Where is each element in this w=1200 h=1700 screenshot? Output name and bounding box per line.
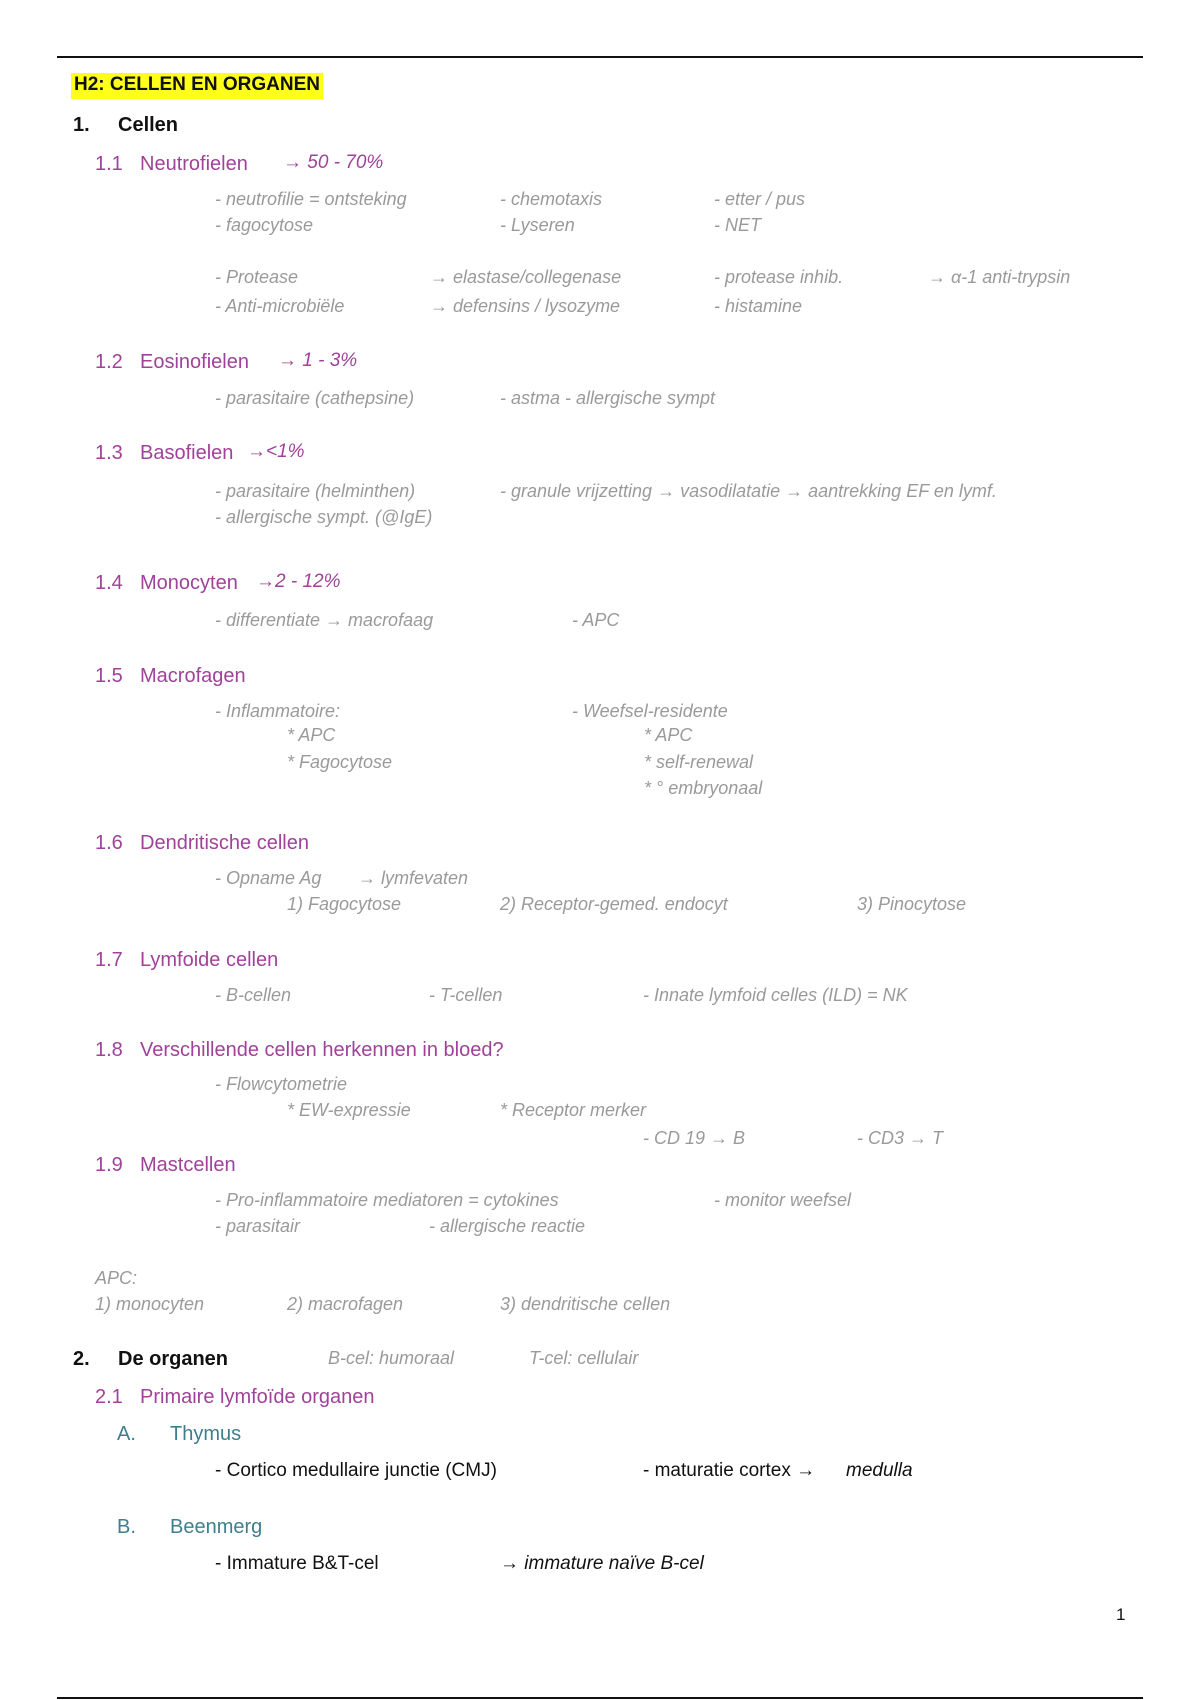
apc-item: 3) dendritische cellen xyxy=(500,1294,671,1314)
page-number: 1 xyxy=(1116,1605,1126,1624)
note-text: * Receptor merker xyxy=(500,1100,647,1120)
bottom-rule xyxy=(57,1697,1143,1699)
note-text: → lymfevaten xyxy=(358,868,469,888)
document-title: H2: CELLEN EN ORGANEN xyxy=(71,73,323,99)
subsection-1-3-title: Basofielen xyxy=(140,442,234,464)
note-text: - CD3 → T xyxy=(857,1128,944,1148)
note-text: - granule vrijzetting → vasodilatatie → aantrekking EF en lymf. xyxy=(500,481,997,501)
subsection-1-2-percentage: → 1 - 3% xyxy=(278,350,358,371)
subsection-1-2-number: 1.2 xyxy=(95,351,123,373)
subsection-1-7-title: Lymfoide cellen xyxy=(140,949,279,971)
note-text: - monitor weefsel xyxy=(714,1190,852,1210)
subsection-2-1-title: Primaire lymfoïde organen xyxy=(140,1386,375,1408)
note-text: * EW-expressie xyxy=(287,1100,411,1120)
note-text: * self-renewal xyxy=(644,752,754,772)
subsection-1-5-number: 1.5 xyxy=(95,665,123,687)
subsection-1-3-percentage: →<1% xyxy=(247,441,305,462)
note-text: - T-cellen xyxy=(429,985,503,1005)
subsection-1-2-title: Eosinofielen xyxy=(140,351,249,373)
item-a-letter: A. xyxy=(117,1423,136,1445)
body-text: - Cortico medullaire junctie (CMJ) xyxy=(215,1460,497,1481)
note-text: → elastase/collegenase xyxy=(430,267,622,287)
section-1-number: 1. xyxy=(73,114,90,136)
item-b-title: Beenmerg xyxy=(170,1516,263,1538)
note-text: - protease inhib. xyxy=(714,267,844,287)
subsection-1-9-number: 1.9 xyxy=(95,1154,123,1176)
note-text: 3) Pinocytose xyxy=(857,894,967,914)
note-text: - Innate lymfoid celles (ILD) = NK xyxy=(643,985,908,1005)
note-text: → defensins / lysozyme xyxy=(430,296,621,316)
note-text: - NET xyxy=(714,215,761,235)
note-text: - Protease xyxy=(215,267,299,287)
note-text: * APC xyxy=(287,725,336,745)
note-text: - chemotaxis xyxy=(500,189,603,209)
note-text: - Lyseren xyxy=(500,215,575,235)
subsection-1-9-title: Mastcellen xyxy=(140,1154,236,1176)
note-text: - B-cellen xyxy=(215,985,292,1005)
subsection-1-4-title: Monocyten xyxy=(140,572,238,594)
note-text: * ° embryonaal xyxy=(644,778,763,798)
subsection-1-3-number: 1.3 xyxy=(95,442,123,464)
subsection-1-1-title: Neutrofielen xyxy=(140,153,248,175)
note-text: → α-1 anti-trypsin xyxy=(928,267,1071,287)
subsection-1-4-number: 1.4 xyxy=(95,572,123,594)
body-text: → immature naïve B-cel xyxy=(500,1553,704,1574)
note-text: * Fagocytose xyxy=(287,752,393,772)
note-text: - Pro-inflammatoire mediatoren = cytokines xyxy=(215,1190,559,1210)
subsection-1-4-percentage: →2 - 12% xyxy=(256,571,341,592)
apc-label: APC: xyxy=(95,1268,138,1288)
top-rule xyxy=(57,56,1143,58)
note-text: - Anti-microbiële xyxy=(215,296,345,316)
subsection-1-8-title: Verschillende cellen herkennen in bloed? xyxy=(140,1039,504,1061)
note-text: - APC xyxy=(572,610,620,630)
note-text: - astma - allergische sympt xyxy=(500,388,716,408)
subsection-1-7-number: 1.7 xyxy=(95,949,123,971)
item-a-title: Thymus xyxy=(170,1423,242,1445)
note-text: - parasitaire (cathepsine) xyxy=(215,388,415,408)
note-text: - parasitair xyxy=(215,1216,301,1236)
note-text: - histamine xyxy=(714,296,803,316)
subsection-1-6-number: 1.6 xyxy=(95,832,123,854)
note-text: - etter / pus xyxy=(714,189,806,209)
note-text: - differentiate → macrofaag xyxy=(215,610,434,630)
note-text: 1) Fagocytose xyxy=(287,894,402,914)
subsection-1-8-number: 1.8 xyxy=(95,1039,123,1061)
note-text: - allergische reactie xyxy=(429,1216,586,1236)
note-text: - Weefsel-residente xyxy=(572,701,728,721)
subsection-2-1-number: 2.1 xyxy=(95,1386,123,1408)
section-1-title: Cellen xyxy=(118,114,179,136)
note-text: - CD 19 → B xyxy=(643,1128,746,1148)
note-text: - Opname Ag xyxy=(215,868,322,888)
section-2-title: De organen xyxy=(118,1348,229,1370)
note-text: - neutrofilie = ontsteking xyxy=(215,189,407,209)
note-text: 2) Receptor-gemed. endocyt xyxy=(500,894,728,914)
subsection-1-1-percentage: → 50 - 70% xyxy=(283,152,384,173)
apc-item: 2) macrofagen xyxy=(287,1294,404,1314)
note-text: B-cel: humoraal xyxy=(328,1348,455,1368)
apc-item: 1) monocyten xyxy=(95,1294,205,1314)
subsection-1-5-title: Macrofagen xyxy=(140,665,246,687)
note-text: * APC xyxy=(644,725,693,745)
note-text: T-cel: cellulair xyxy=(529,1348,639,1368)
note-text: - parasitaire (helminthen) xyxy=(215,481,416,501)
section-2-number: 2. xyxy=(73,1348,90,1370)
note-text: - Flowcytometrie xyxy=(215,1074,348,1094)
item-b-letter: B. xyxy=(117,1516,136,1538)
subsection-1-6-title: Dendritische cellen xyxy=(140,832,309,854)
body-text: medulla xyxy=(846,1460,913,1481)
body-text: - maturatie cortex → xyxy=(643,1460,816,1481)
note-text: - allergische sympt. (@IgE) xyxy=(215,507,433,527)
subsection-1-1-number: 1.1 xyxy=(95,153,123,175)
body-text: - Immature B&T-cel xyxy=(215,1553,379,1574)
note-text: - fagocytose xyxy=(215,215,314,235)
note-text: - Inflammatoire: xyxy=(215,701,341,721)
